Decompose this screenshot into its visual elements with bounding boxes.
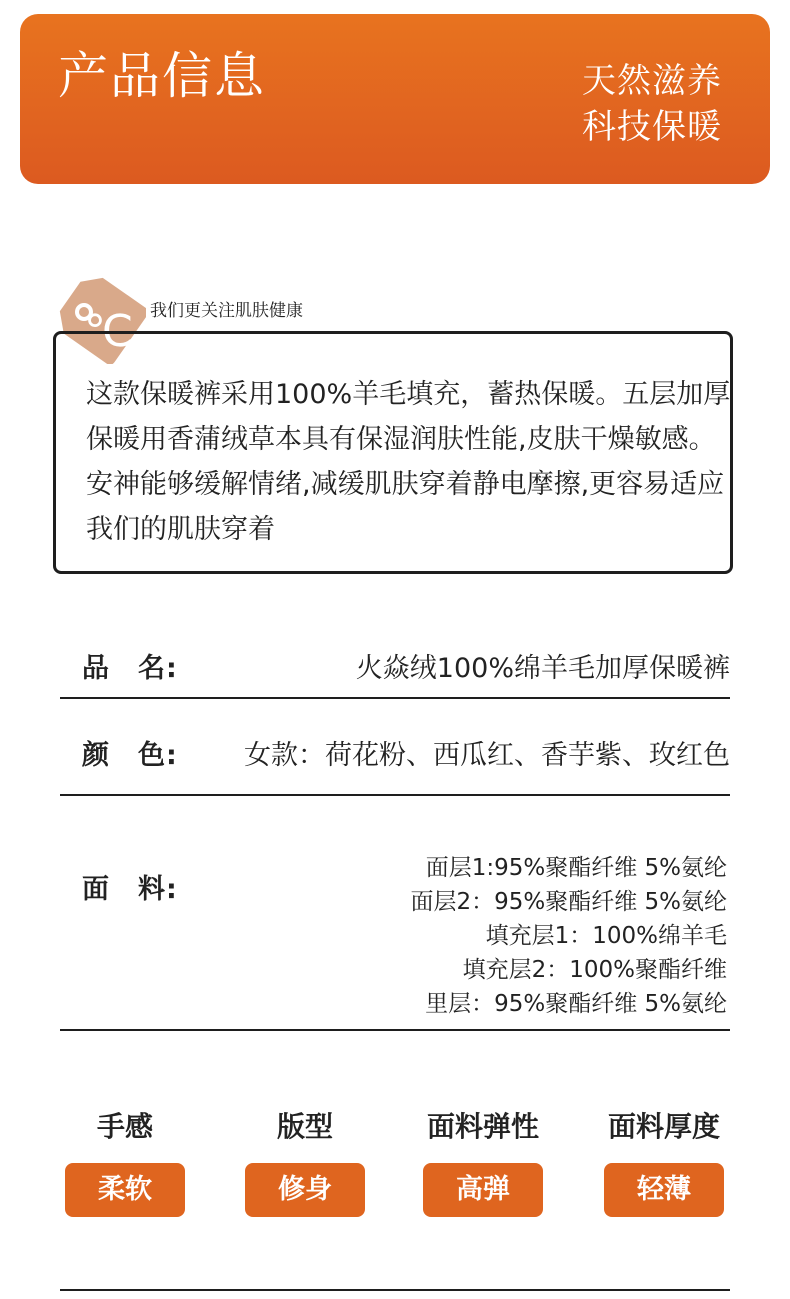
tag-caption: 我们更关注肌肤健康	[150, 301, 303, 321]
spec-label-color: 颜 色:	[82, 740, 178, 771]
fabric-line: 里层：95%聚酯纤维 5%氨纶	[425, 991, 727, 1017]
divider	[60, 1029, 730, 1031]
attribute-badge: 高弹	[423, 1163, 543, 1217]
attribute-fit	[230, 1105, 380, 1217]
attribute-thickness	[589, 1105, 739, 1217]
spec-row-fabric	[60, 851, 730, 1021]
description-text: 这款保暖裤采用100%羊毛填充，蓄热保暖。五层加厚保暖用香蒲绒草本具有保湿润肤性能,皮肤干燥敏感。安神能够缓解情绪,减缓肌肤穿着静电摩擦,更容易适应我们的肌肤穿着	[86, 379, 731, 545]
divider	[60, 794, 730, 796]
fabric-line: 面层2：95%聚酯纤维 5%氨纶	[410, 889, 727, 915]
spec-value-name: 火焱绒100%绵羊毛加厚保暖裤	[355, 653, 730, 684]
attribute-elasticity	[408, 1105, 558, 1217]
divider	[60, 1289, 730, 1291]
attribute-badge: 修身	[245, 1163, 365, 1217]
divider	[60, 697, 730, 699]
tagline-line: 天然滋养	[582, 61, 722, 101]
fabric-composition-list	[410, 851, 727, 1021]
banner-tagline	[582, 58, 722, 150]
attribute-label: 面料弹性	[426, 1110, 539, 1143]
spec-value-color: 女款：荷花粉、西瓜红、香芋紫、玫红色	[244, 740, 730, 771]
fabric-line: 填充层1：100%绵羊毛	[485, 923, 727, 949]
attribute-label: 版型	[276, 1110, 333, 1143]
fabric-line: 面层1:95%聚酯纤维 5%氨纶	[425, 855, 727, 881]
page-title: 产品信息	[58, 47, 266, 105]
attribute-feel	[50, 1105, 200, 1217]
attribute-label: 面料厚度	[607, 1110, 720, 1143]
attribute-badge: 轻薄	[604, 1163, 724, 1217]
attribute-label: 手感	[96, 1110, 153, 1143]
spec-row-name	[60, 646, 730, 686]
spec-row-color	[60, 733, 730, 773]
header-banner	[20, 14, 770, 184]
tagline-line: 科技保暖	[582, 107, 722, 147]
svg-text:℃: ℃	[84, 306, 134, 357]
description-box	[53, 331, 733, 574]
fabric-line: 填充层2：100%聚酯纤维	[462, 957, 727, 983]
attribute-badge: 柔软	[65, 1163, 185, 1217]
spec-label-name: 品 名:	[82, 653, 178, 684]
spec-label-fabric: 面 料:	[82, 874, 178, 905]
